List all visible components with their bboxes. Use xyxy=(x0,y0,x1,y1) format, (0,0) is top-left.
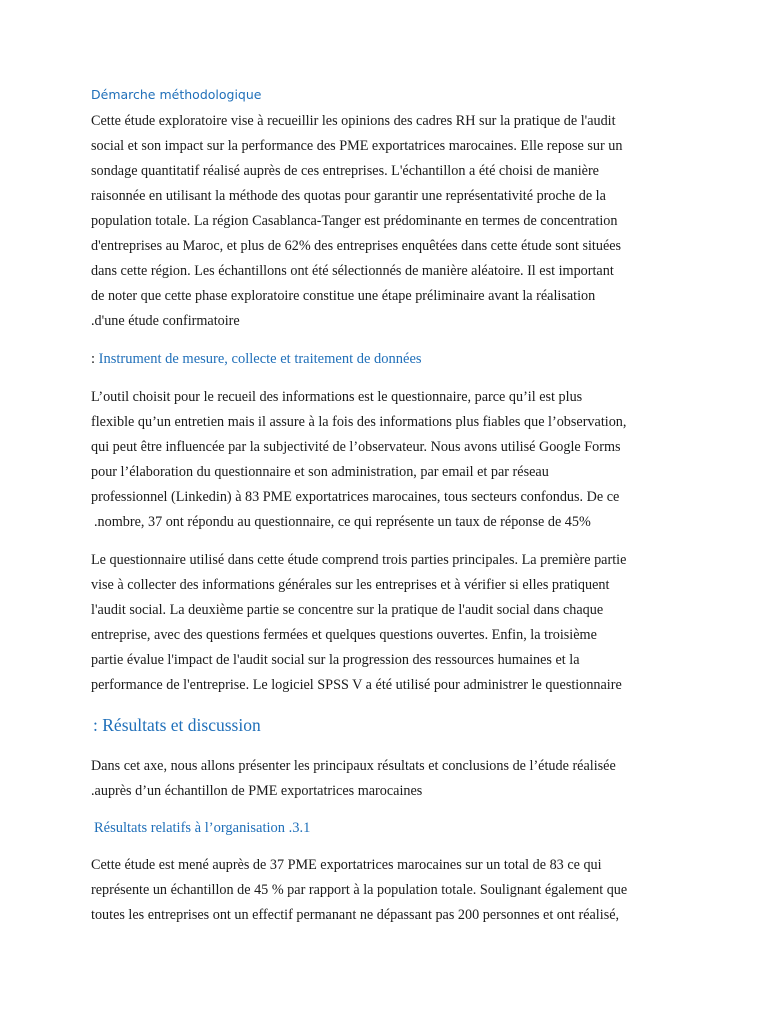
paragraph-organisation xyxy=(91,856,681,931)
text-line: vise à collecter des informations générales sur les entreprises et à vérifier si elles pratiquent xyxy=(91,577,610,593)
section-heading-methodology: Démarche méthodologique xyxy=(91,87,262,102)
text-line: raisonnée en utilisant la méthode des quotas pour garantir une représentativité proche de la xyxy=(91,188,606,204)
section-heading-instrument xyxy=(91,350,422,368)
heading-prefix: : xyxy=(93,715,98,735)
heading-text: Instrument de mesure, collecte et traitement de données xyxy=(98,351,422,367)
paragraph-instrument-1 xyxy=(91,388,681,538)
text-line: flexible qu’un entretien mais il assure à la fois des informations plus fiables que l’observation, xyxy=(91,414,627,430)
text-line: d'entreprises au Maroc, et plus de 62% des entreprises enquêtées dans cette étude sont situées xyxy=(91,238,622,254)
text-line: Cette étude est mené auprès de 37 PME exportatrices marocaines sur un total de 83 ce qui xyxy=(91,857,602,873)
section-heading-results xyxy=(93,714,261,736)
text-line: l'audit social. La deuxième partie se concentre sur la pratique de l'audit social dans chaque xyxy=(91,602,604,618)
text-line: .d'une étude confirmatoire xyxy=(91,313,240,329)
section-heading-organisation: Résultats relatifs à l’organisation .3.1 xyxy=(94,820,311,836)
text-line: dans cette région. Les échantillons ont été sélectionnés de manière aléatoire. Il est important xyxy=(91,263,614,279)
text-line: Dans cet axe, nous allons présenter les principaux résultats et conclusions de l’étude réalisée xyxy=(91,758,616,774)
paragraph-instrument-2 xyxy=(91,551,681,701)
text-line: .auprès d’un échantillon de PME exportatrices marocaines xyxy=(91,783,423,799)
text-line: professionnel (Linkedin) à 83 PME exportatrices marocaines, tous secteurs confondus. De ce xyxy=(91,489,620,505)
heading-prefix: : xyxy=(91,351,96,367)
text-line: .nombre, 37 ont répondu au questionnaire, ce qui représente un taux de réponse de 45% xyxy=(94,514,591,530)
text-line: sondage quantitatif réalisé auprès de ces entreprises. L'échantillon a été choisi de manière xyxy=(91,163,599,179)
text-line: partie évalue l'impact de l'audit social sur la progression des ressources humaines et la xyxy=(91,652,580,668)
paragraph-methodology xyxy=(91,112,681,332)
text-line: population totale. La région Casablanca-Tanger est prédominante en termes de concentration xyxy=(91,213,618,229)
text-line: Le questionnaire utilisé dans cette étude comprend trois parties principales. La première partie xyxy=(91,552,627,568)
text-line: performance de l'entreprise. Le logiciel SPSS V a été utilisé pour administrer le questionnaire xyxy=(91,677,622,693)
text-line: de noter que cette phase exploratoire constitue une étape préliminaire avant la réalisation xyxy=(91,288,596,304)
text-line: qui peut être influencée par la subjectivité de l’observateur. Nous avons utilisé Google Forms xyxy=(91,439,621,455)
text-line: entreprise, avec des questions fermées et quelques questions ouvertes. Enfin, la troisième xyxy=(91,627,597,643)
text-line: L’outil choisit pour le recueil des informations est le questionnaire, parce qu’il est plus xyxy=(91,389,583,405)
text-line: toutes les entreprises ont un effectif permanant ne dépassant pas 200 personnes et ont réalisé, xyxy=(91,907,620,923)
text-line: représente un échantillon de 45 % par rapport à la population totale. Soulignant également que xyxy=(91,882,628,898)
heading-text: Résultats et discussion xyxy=(102,715,261,735)
text-line: social et son impact sur la performance des PME exportatrices marocaines. Elle repose sur un xyxy=(91,138,623,154)
text-line: pour l’élaboration du questionnaire et son administration, par email et par réseau xyxy=(91,464,549,480)
text-line: Cette étude exploratoire vise à recueillir les opinions des cadres RH sur la pratique de l'audit xyxy=(91,113,616,129)
paragraph-results xyxy=(91,757,681,807)
